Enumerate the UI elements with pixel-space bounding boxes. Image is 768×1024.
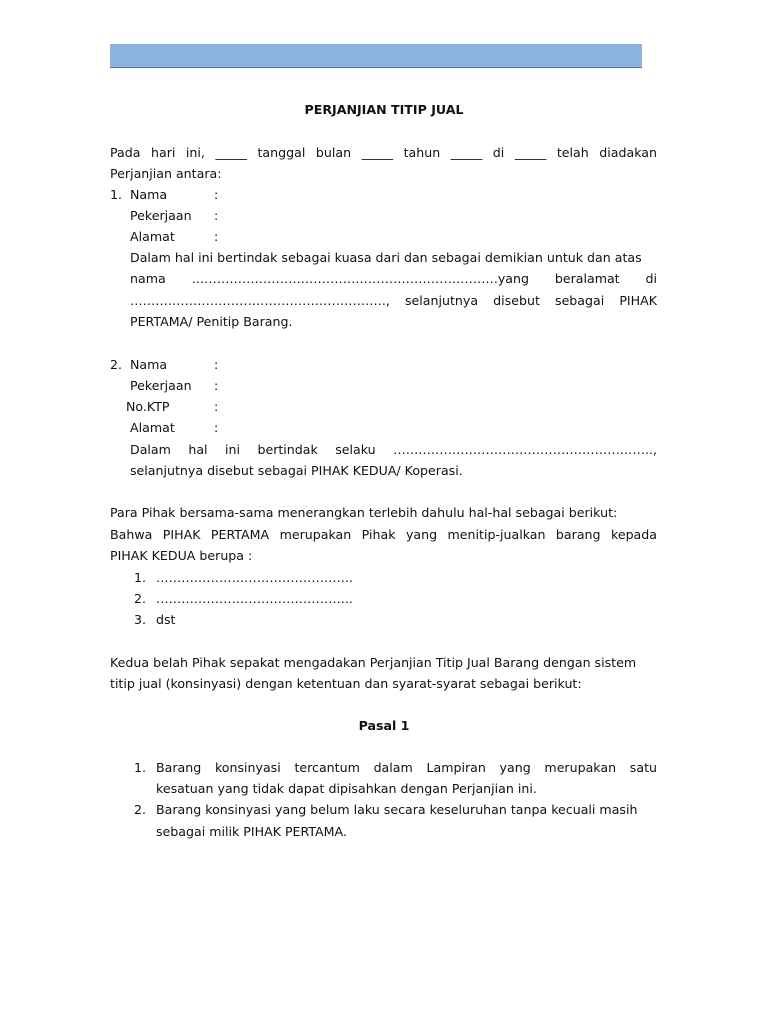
pasal-item-line-1: Barang konsinyasi tercantum dalam Lampiran yang merupakan satu <box>156 760 657 775</box>
goods-item-number: 3. <box>134 612 147 627</box>
party1-body-line-2: nama ……………………………………………………………….yang beralamat di <box>130 271 657 286</box>
party2-body-line-2: selanjutnya disebut sebagai PIHAK KEDUA/ Koperasi. <box>130 463 463 478</box>
party1-body-line-3: ……………………………………………………., selanjutnya disebut sebagai PIHAK <box>130 293 657 308</box>
party2-ktp-colon: : <box>214 399 219 414</box>
agreement-line-2: titip jual (konsinyasi) dengan ketentuan dan syarat-syarat sebagai berikut: <box>110 676 582 691</box>
pasal-heading: Pasal 1 <box>358 718 410 733</box>
party1-number: 1. <box>110 187 123 202</box>
party2-ktp-label: No.KTP <box>126 399 170 414</box>
party1-body-line-4: PERTAMA/ Penitip Barang. <box>130 314 293 329</box>
party1-name-label: Nama <box>130 187 168 202</box>
document-title: PERJANJIAN TITIP JUAL <box>304 102 464 117</box>
statement-line-1: Para Pihak bersama-sama menerangkan terlebih dahulu hal-hal sebagai berikut: <box>110 505 618 520</box>
goods-item-text: ……………………………………….. <box>156 570 353 585</box>
pasal-item-line-2: kesatuan yang tidak dapat dipisahkan dengan Perjanjian ini. <box>156 781 537 796</box>
party2-name-label: Nama <box>130 357 168 372</box>
statement-line-2: Bahwa PIHAK PERTAMA merupakan Pihak yang menitip-jualkan barang kepada <box>110 527 657 542</box>
party2-job-label: Pekerjaan <box>130 378 192 393</box>
party1-job-label: Pekerjaan <box>130 208 192 223</box>
header-bar <box>110 44 642 68</box>
party1-address-label: Alamat <box>130 229 175 244</box>
pasal-item-line-1: Barang konsinyasi yang belum laku secara keseluruhan tanpa kecuali masih <box>156 802 638 817</box>
pasal-item-number: 1. <box>134 760 147 775</box>
party2-number: 2. <box>110 357 123 372</box>
pasal-item-number: 2. <box>134 802 147 817</box>
party1-name-colon: : <box>214 187 219 202</box>
pasal-item-line-2: sebagai milik PIHAK PERTAMA. <box>156 824 347 839</box>
agreement-line-1: Kedua belah Pihak sepakat mengadakan Perjanjian Titip Jual Barang dengan sistem <box>110 655 637 670</box>
party1-job-colon: : <box>214 208 219 223</box>
party1-body-line-1: Dalam hal ini bertindak sebagai kuasa dari dan sebagai demikian untuk dan atas <box>130 250 642 265</box>
party2-name-colon: : <box>214 357 219 372</box>
party1-address-colon: : <box>214 229 219 244</box>
intro-line-1: Pada hari ini, _____ tanggal bulan _____ tahun _____ di _____ telah diadakan <box>110 145 657 160</box>
party2-body-line-1: Dalam hal ini bertindak selaku …………………………………………………….., <box>130 442 657 457</box>
intro-line-2: Perjanjian antara: <box>110 166 222 181</box>
goods-item-number: 2. <box>134 591 147 606</box>
party2-address-colon: : <box>214 420 219 435</box>
statement-line-3: PIHAK KEDUA berupa : <box>110 548 253 563</box>
party2-job-colon: : <box>214 378 219 393</box>
goods-item-text: dst <box>156 612 176 627</box>
party2-address-label: Alamat <box>130 420 175 435</box>
goods-item-text: ……………………………………….. <box>156 591 353 606</box>
goods-item-number: 1. <box>134 570 147 585</box>
